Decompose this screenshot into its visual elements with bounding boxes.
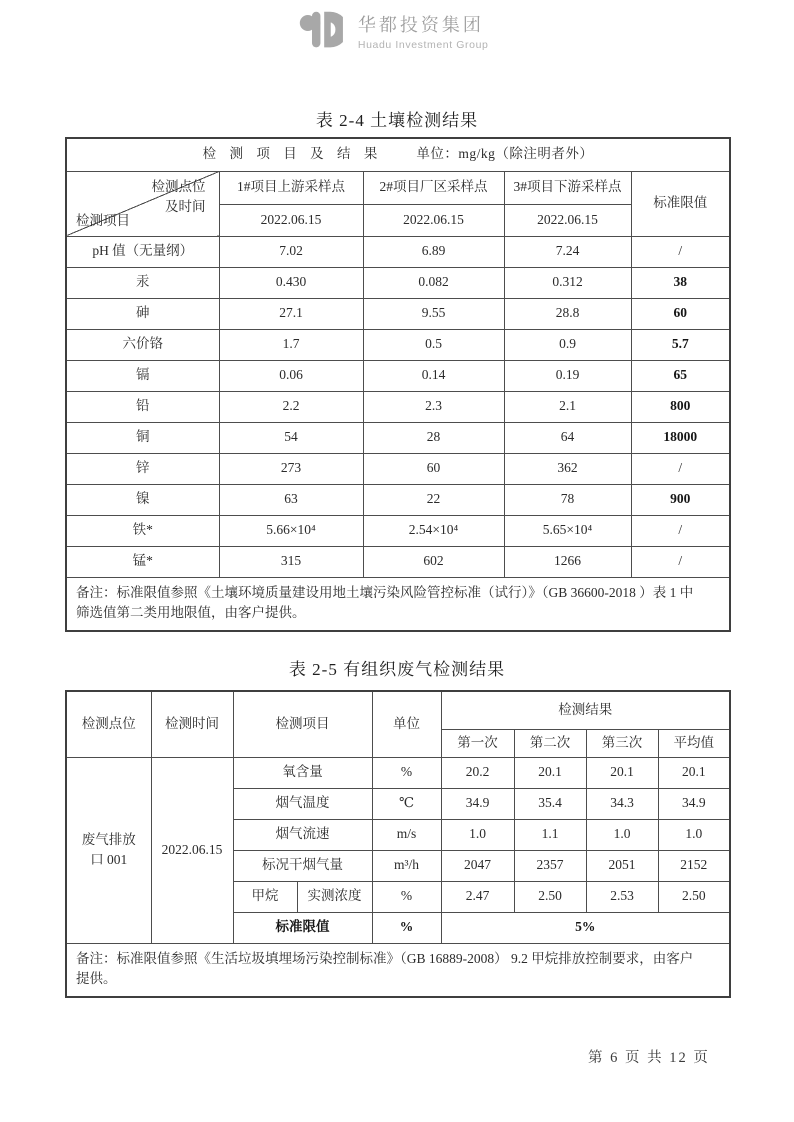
value-cell: 2.53 bbox=[586, 881, 658, 912]
value-cell: 315 bbox=[219, 546, 363, 577]
value-cell: 0.06 bbox=[219, 360, 363, 391]
note-line1: 备注：标准限值参照《生活垃圾填埋场污染控制标准》（GB 16889-2008） 9.2 甲烷排放控制要求，由客户 bbox=[76, 950, 694, 966]
soil-results-table bbox=[65, 137, 731, 632]
value-cell: 2.50 bbox=[514, 881, 586, 912]
sample-date: 2022.06.15 bbox=[363, 204, 504, 236]
note-row bbox=[66, 577, 730, 631]
value-cell: 2357 bbox=[514, 850, 586, 881]
value-cell: 0.082 bbox=[363, 267, 504, 298]
analyte-name: 汞 bbox=[66, 267, 219, 298]
table-row bbox=[66, 546, 730, 577]
corner-top-label bbox=[152, 177, 206, 218]
note-row bbox=[66, 943, 730, 997]
header-point: 检测点位 bbox=[66, 691, 151, 757]
value-cell: 78 bbox=[504, 484, 631, 515]
corner-label-point: 检测点位 bbox=[151, 178, 206, 194]
value-cell: 1.1 bbox=[514, 819, 586, 850]
value-cell: 1.0 bbox=[658, 819, 730, 850]
value-cell: 9.55 bbox=[363, 298, 504, 329]
analyte-name: 镍 bbox=[66, 484, 219, 515]
header-run1: 第一次 bbox=[441, 729, 514, 757]
value-cell: 2.1 bbox=[504, 391, 631, 422]
value-cell: 2.47 bbox=[441, 881, 514, 912]
value-cell: 0.430 bbox=[219, 267, 363, 298]
value-cell: 1266 bbox=[504, 546, 631, 577]
value-cell: 54 bbox=[219, 422, 363, 453]
table-row bbox=[66, 453, 730, 484]
value-cell: 64 bbox=[504, 422, 631, 453]
header-average: 平均值 bbox=[658, 729, 730, 757]
parameter-name: 烟气温度 bbox=[233, 788, 372, 819]
value-cell: 7.24 bbox=[504, 236, 631, 267]
analyte-name: 铜 bbox=[66, 422, 219, 453]
gas-results-table bbox=[65, 690, 731, 998]
value-cell: 34.9 bbox=[441, 788, 514, 819]
company-name-en: Huadu Investment Group bbox=[357, 38, 489, 51]
header-result: 检测结果 bbox=[441, 691, 730, 729]
caption-items-label: 检 测 项 目 及 结 果 bbox=[202, 146, 383, 162]
table-row bbox=[66, 484, 730, 515]
value-cell: 20.2 bbox=[441, 757, 514, 788]
hd-monogram-icon bbox=[298, 8, 343, 53]
note-line2: 筛选值第二类用地限值，由客户提供。 bbox=[76, 605, 306, 621]
limit-label: 标准限值 bbox=[233, 912, 372, 943]
limit-cell: 900 bbox=[631, 484, 730, 515]
value-cell: 362 bbox=[504, 453, 631, 484]
gas-table-title: 表 2-5 有组织废气检测结果 bbox=[288, 660, 506, 679]
sampling-point: 废气排放口 001 bbox=[66, 757, 151, 943]
value-cell: 0.312 bbox=[504, 267, 631, 298]
unit-cell: % bbox=[372, 757, 441, 788]
header-item: 检测项目 bbox=[233, 691, 372, 757]
value-cell: 20.1 bbox=[514, 757, 586, 788]
analyte-name: 铅 bbox=[66, 391, 219, 422]
corner-bottom-label: 检测项目 bbox=[76, 212, 130, 228]
value-cell: 2.2 bbox=[219, 391, 363, 422]
parameter-name: 烟气流速 bbox=[233, 819, 372, 850]
value-cell: 27.1 bbox=[219, 298, 363, 329]
value-cell: 34.9 bbox=[658, 788, 730, 819]
limit-cell: / bbox=[631, 453, 730, 484]
limit-cell: 5.7 bbox=[631, 329, 730, 360]
analyte-name: 锰* bbox=[66, 546, 219, 577]
value-cell: 0.5 bbox=[363, 329, 504, 360]
limit-cell: 38 bbox=[631, 267, 730, 298]
analyte-name: 砷 bbox=[66, 298, 219, 329]
company-logo bbox=[298, 8, 489, 53]
caption-unit-label: 单位：mg/kg（除注明者外） bbox=[416, 146, 594, 162]
sample-date: 2022.06.15 bbox=[219, 204, 363, 236]
header-run3: 第三次 bbox=[586, 729, 658, 757]
limit-column-header: 标准限值 bbox=[631, 171, 730, 236]
value-cell: 5.65×10⁴ bbox=[504, 515, 631, 546]
sample-date: 2022.06.15 bbox=[504, 204, 631, 236]
value-cell: 2.50 bbox=[658, 881, 730, 912]
value-cell: 60 bbox=[363, 453, 504, 484]
unit-cell: ℃ bbox=[372, 788, 441, 819]
table-row bbox=[66, 515, 730, 546]
parameter-name: 标况干烟气量 bbox=[233, 850, 372, 881]
value-cell: 0.19 bbox=[504, 360, 631, 391]
corner-header-cell bbox=[66, 171, 219, 236]
value-cell: 63 bbox=[219, 484, 363, 515]
value-cell: 22 bbox=[363, 484, 504, 515]
table-row bbox=[66, 757, 730, 788]
column-header: 2#项目厂区采样点 bbox=[363, 171, 504, 204]
analyte-name: 镉 bbox=[66, 360, 219, 391]
analyte-name: 锌 bbox=[66, 453, 219, 484]
limit-cell: 60 bbox=[631, 298, 730, 329]
limit-cell: / bbox=[631, 515, 730, 546]
parameter-name: 甲烷 bbox=[233, 881, 297, 912]
limit-value: 5% bbox=[441, 912, 730, 943]
header-time: 检测时间 bbox=[151, 691, 233, 757]
gas-note bbox=[66, 943, 730, 997]
value-cell: 1.7 bbox=[219, 329, 363, 360]
table-row bbox=[66, 298, 730, 329]
value-cell: 2047 bbox=[441, 850, 514, 881]
parameter-name: 氧含量 bbox=[233, 757, 372, 788]
value-cell: 28.8 bbox=[504, 298, 631, 329]
value-cell: 2.3 bbox=[363, 391, 504, 422]
table-caption-row bbox=[66, 138, 730, 171]
value-cell: 28 bbox=[363, 422, 504, 453]
value-cell: 7.02 bbox=[219, 236, 363, 267]
table-row bbox=[66, 236, 730, 267]
value-cell: 2051 bbox=[586, 850, 658, 881]
note-line2: 提供。 bbox=[76, 971, 117, 987]
header-run2: 第二次 bbox=[514, 729, 586, 757]
value-cell: 1.0 bbox=[586, 819, 658, 850]
value-cell: 273 bbox=[219, 453, 363, 484]
limit-cell: / bbox=[631, 236, 730, 267]
value-cell: 20.1 bbox=[658, 757, 730, 788]
column-header: 3#项目下游采样点 bbox=[504, 171, 631, 204]
limit-cell: / bbox=[631, 546, 730, 577]
limit-cell: 800 bbox=[631, 391, 730, 422]
table-caption-cell bbox=[66, 138, 730, 171]
logo-text bbox=[358, 11, 489, 51]
unit-cell: % bbox=[372, 881, 441, 912]
value-cell: 602 bbox=[363, 546, 504, 577]
value-cell: 34.3 bbox=[586, 788, 658, 819]
column-header: 1#项目上游采样点 bbox=[219, 171, 363, 204]
value-cell: 35.4 bbox=[514, 788, 586, 819]
limit-cell: 18000 bbox=[631, 422, 730, 453]
unit-cell: m³/h bbox=[372, 850, 441, 881]
table-row bbox=[66, 422, 730, 453]
analyte-name: 铁* bbox=[66, 515, 219, 546]
value-cell: 0.14 bbox=[363, 360, 504, 391]
company-name-cn: 华都投资集团 bbox=[357, 14, 484, 35]
table-row bbox=[66, 267, 730, 298]
gas-header-row-1 bbox=[66, 691, 730, 729]
value-cell: 0.9 bbox=[504, 329, 631, 360]
value-cell: 2152 bbox=[658, 850, 730, 881]
note-line1: 备注：标准限值参照《土壤环境质量建设用地土壤污染风险管控标准（试行）》（GB 36600-2018 ）表 1 中 bbox=[76, 584, 694, 600]
value-cell: 5.66×10⁴ bbox=[219, 515, 363, 546]
value-cell: 2.54×10⁴ bbox=[363, 515, 504, 546]
analyte-name: pH 值（无量纲） bbox=[66, 236, 219, 267]
limit-unit: % bbox=[372, 912, 441, 943]
page-number: 第 6 页 共 12 页 bbox=[588, 1050, 710, 1066]
analyte-name: 六价铬 bbox=[66, 329, 219, 360]
table-row bbox=[66, 329, 730, 360]
header-row-points bbox=[66, 171, 730, 204]
header-unit: 单位 bbox=[372, 691, 441, 757]
soil-note bbox=[66, 577, 730, 631]
value-cell: 20.1 bbox=[586, 757, 658, 788]
value-cell: 6.89 bbox=[363, 236, 504, 267]
soil-table-title: 表 2-4 土壤检测结果 bbox=[315, 111, 479, 130]
limit-cell: 65 bbox=[631, 360, 730, 391]
sampling-time: 2022.06.15 bbox=[151, 757, 233, 943]
unit-cell: m/s bbox=[372, 819, 441, 850]
parameter-subname: 实测浓度 bbox=[297, 881, 372, 912]
table-row bbox=[66, 360, 730, 391]
table-row bbox=[66, 391, 730, 422]
corner-label-time: 及时间 bbox=[165, 198, 206, 214]
value-cell: 1.0 bbox=[441, 819, 514, 850]
